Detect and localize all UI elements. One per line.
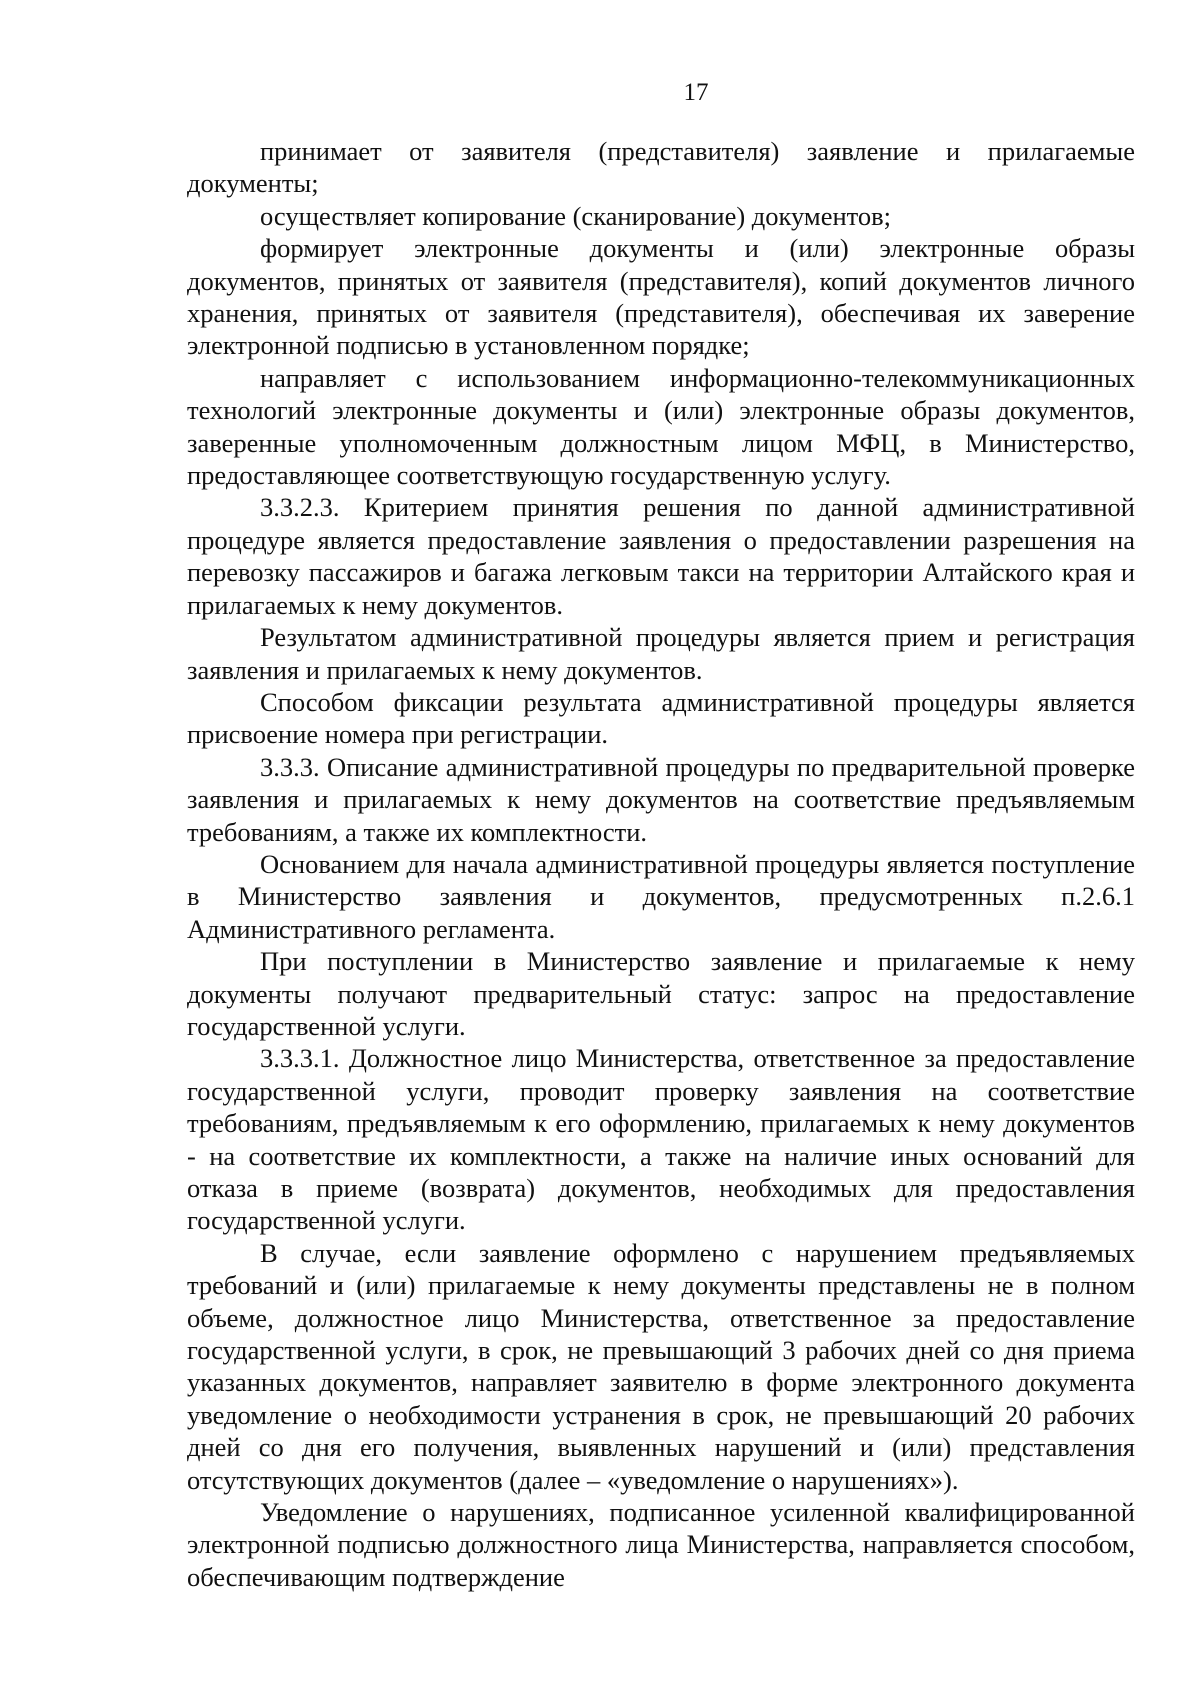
paragraph: Основанием для начала административной процедуры является поступление в Министерство заявления и документов, предусмотренных п.2.6.1 Административного регламента. [187, 848, 1135, 944]
paragraph: 3.3.3.1. Должностное лицо Министерства, ответственное за предоставление государственной услуги, проводит проверку заявления на соответствие требованиям, предъявляемым к его оформлению, прилагаемых к нему документов - на соответствие их комплектности, а также на наличие иных оснований для отказа в приеме (возврата) документов, необходимых для предоставления государственной услуги. [187, 1043, 1135, 1236]
paragraph: При поступлении в Министерство заявление и прилагаемые к нему документы получают предварительный статус: запрос на предоставление государственной услуги. [187, 946, 1135, 1041]
paragraph: осуществляет копирование (сканирование) документов; [260, 200, 891, 231]
page-number: 17 [683, 79, 709, 106]
paragraph: 3.3.2.3. Критерием принятия решения по данной административной процедуре является предоставление заявления о предоставлении разрешения на перевозку пассажиров и багажа легковым такси на территории Алтайского края и прилагаемых к нему документов. [187, 492, 1135, 620]
paragraph: 3.3.3. Описание административной процедуры по предварительной проверке заявления и прилагаемых к нему документов на соответствие предъявляемым требованиям, а также их комплектности. [187, 751, 1135, 847]
paragraph: Способом фиксации результата административной процедуры является присвоение номера при регистрации. [187, 686, 1135, 750]
document-body [187, 135, 1135, 1593]
paragraph: Уведомление о нарушениях, подписанное усиленной квалифицированной электронной подписью должностного лица Министерства, направляется способом, обеспечивающим подтверждение [187, 1497, 1135, 1592]
paragraph: В случае, если заявление оформлено с нарушением предъявляемых требований и (или) прилагаемые к нему документы представлены не в полном объеме, должностное лицо Министерства, ответственное за предоставление государственной услуги, в срок, не превышающий 3 рабочих дней со дня приема указанных документов, направляет заявителю в форме электронного документа уведомление о необходимости устранения в срок, не превышающий 20 рабочих дней со дня его получения, выявленных нарушений и (или) представления отсутствующих документов (далее – «уведомление о нарушениях»). [187, 1237, 1135, 1495]
paragraph: принимает от заявителя (представителя) заявление и прилагаемые документы; [187, 136, 1135, 199]
paragraph: Результатом административной процедуры является прием и регистрация заявления и прилагаемых к нему документов. [187, 622, 1135, 685]
paragraph: направляет с использованием информационно-телекоммуникационных технологий электронные документы и (или) электронные образы документов, заверенные уполномоченным должностным лицом МФЦ, в Министерство, предоставляющее соответствующую государственную услугу. [187, 362, 1135, 491]
paragraph: формирует электронные документы и (или) электронные образы документов, принятых от заявителя (представителя), копий документов личного хранения, принятых от заявителя (представителя), обеспечивая их заверение электронной подписью в установленном порядке; [187, 233, 1135, 361]
